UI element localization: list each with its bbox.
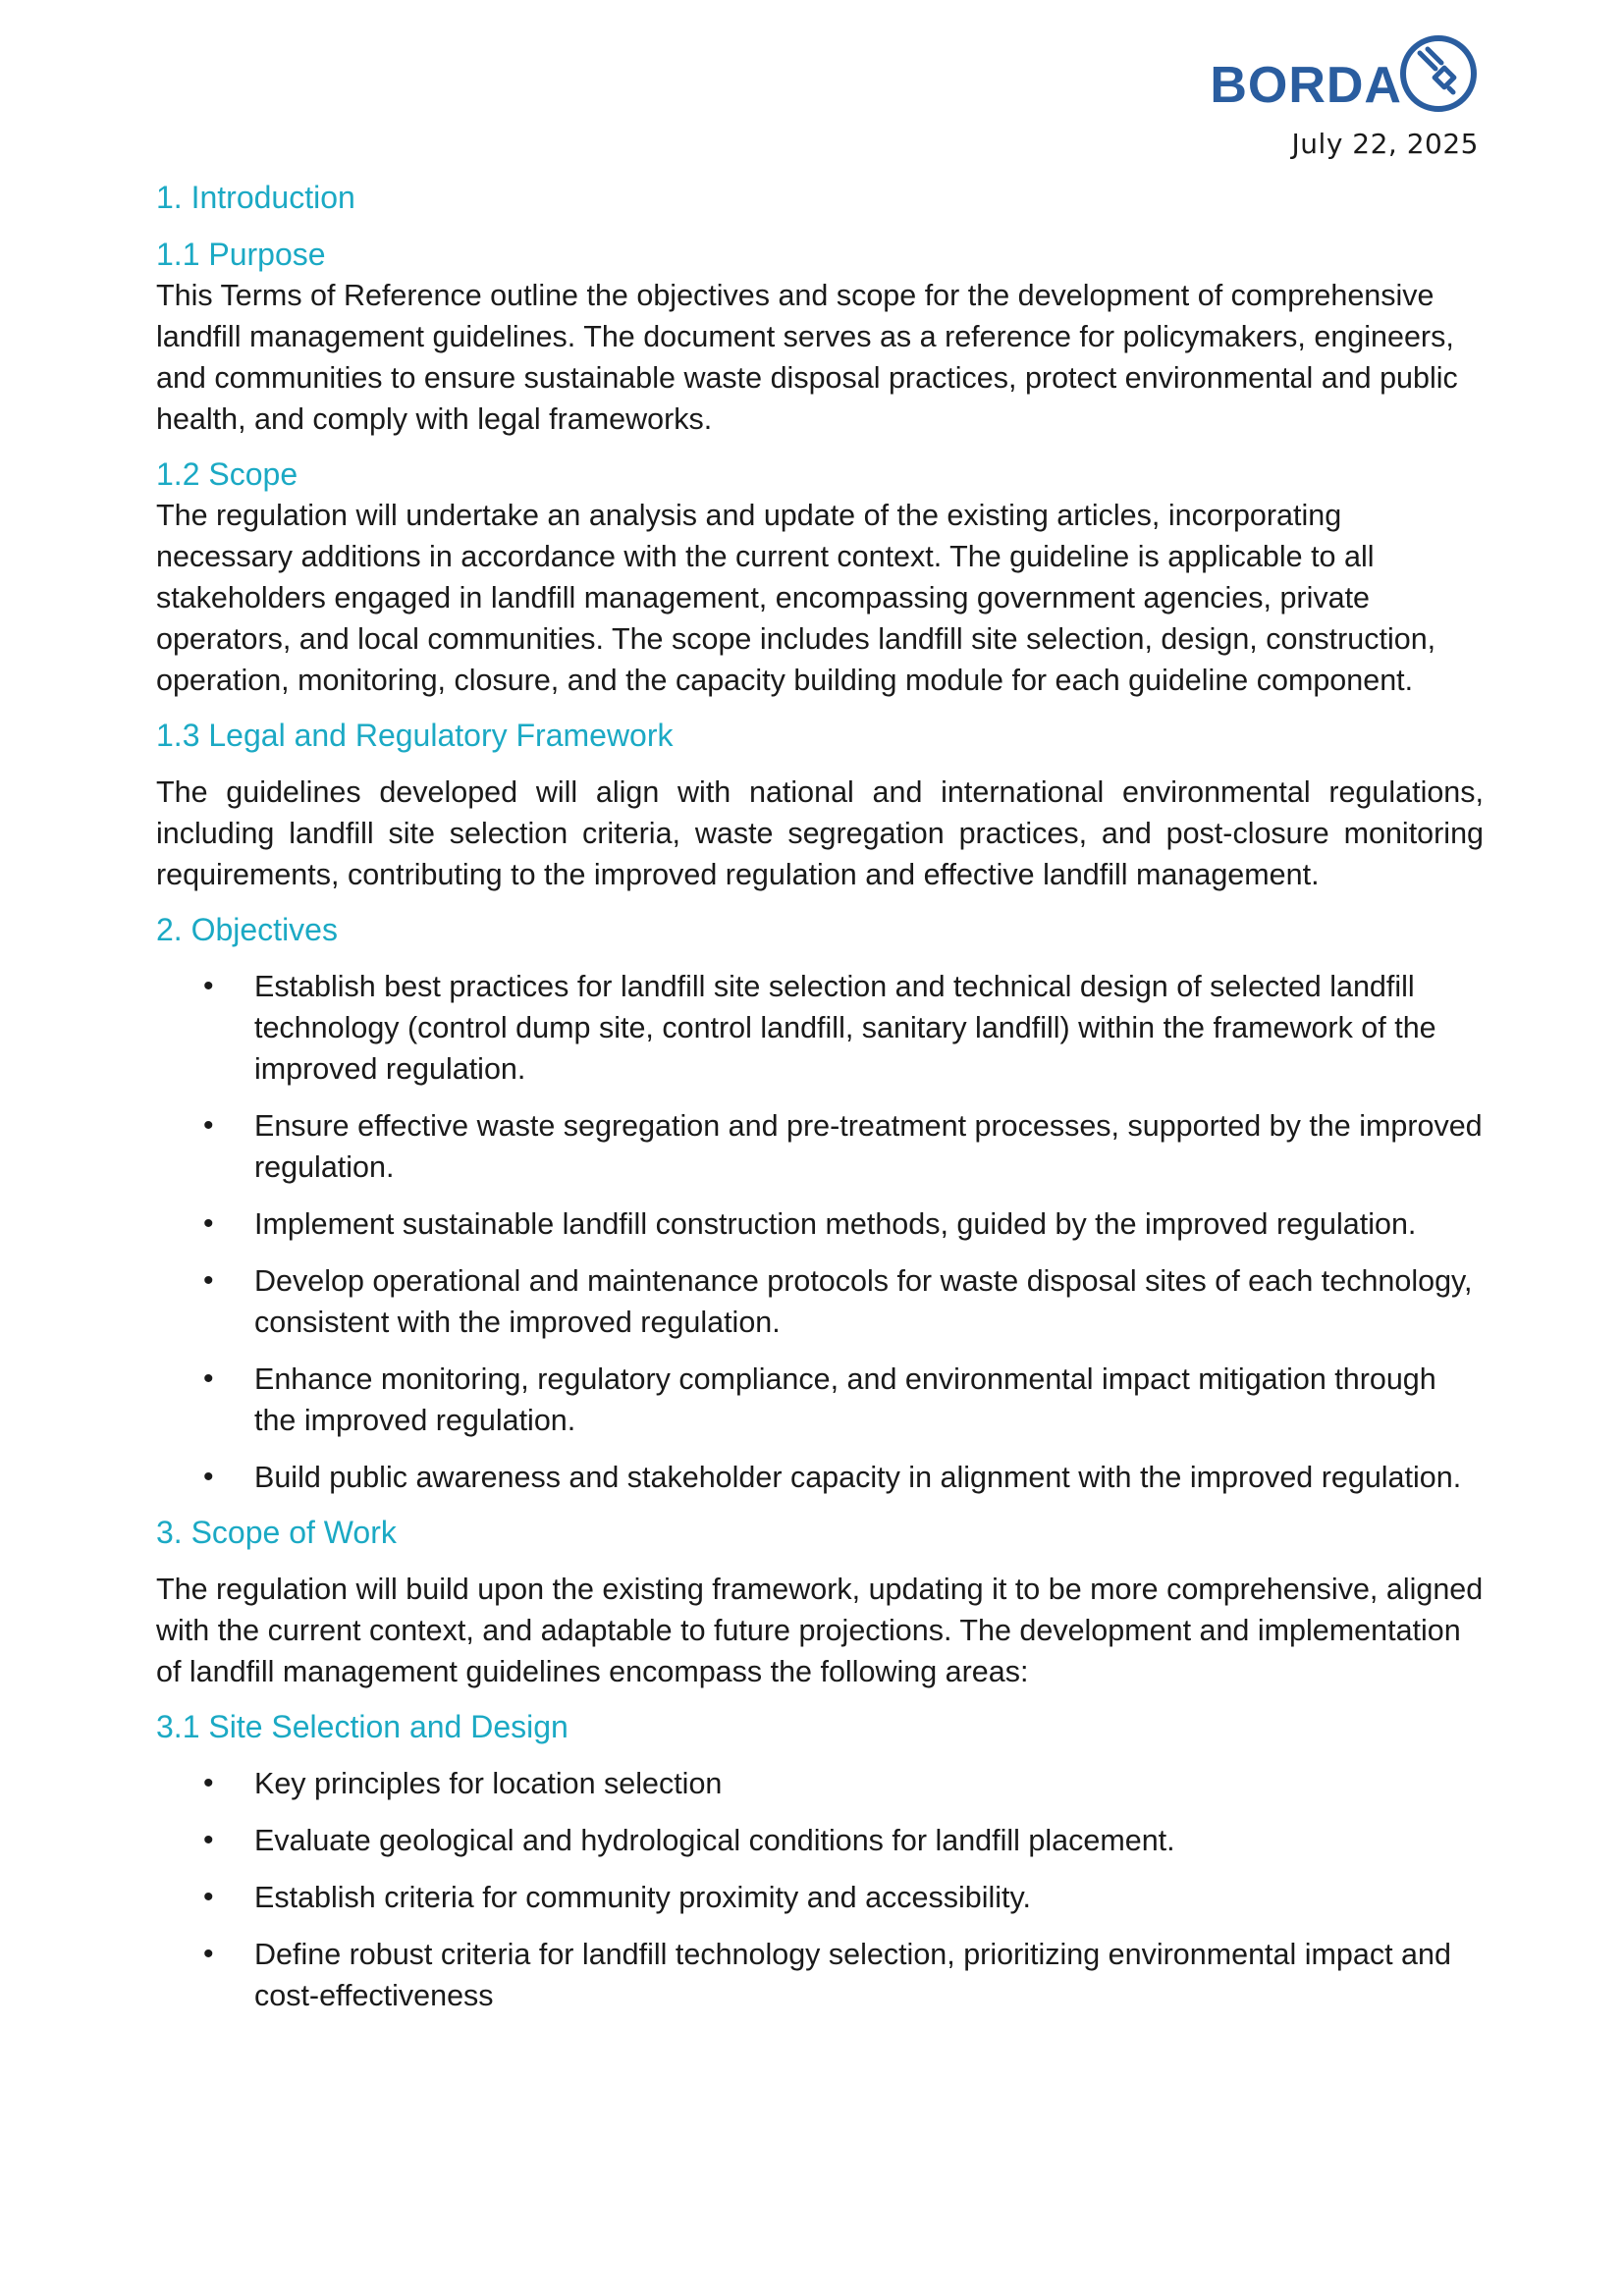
list-item: • Evaluate geological and hydrological conditions for landfill placement. bbox=[156, 1820, 1484, 1861]
heading-objectives: 2. Objectives bbox=[156, 912, 338, 947]
heading-site-selection: 3.1 Site Selection and Design bbox=[156, 1709, 568, 1744]
heading-scope: 1.2 Scope bbox=[156, 456, 298, 492]
bullet-icon: • bbox=[203, 1362, 214, 1395]
bullet-icon: • bbox=[203, 1207, 214, 1240]
bullet-icon: • bbox=[203, 1881, 214, 1913]
heading-scope-of-work: 3. Scope of Work bbox=[156, 1515, 397, 1550]
list-item: • Ensure effective waste segregation and pre-treatment processes, supported by the improved regulation. bbox=[156, 1105, 1484, 1188]
borda-logo bbox=[1210, 33, 1479, 114]
bullet-icon: • bbox=[203, 1767, 214, 1799]
bullet-icon: • bbox=[203, 1824, 214, 1856]
paragraph-legal-framework: The guidelines developed will align with national and international environmental regulations, including landfill site selection criteria, waste segregation practices, and post-closure monitoring requirements, contributing to the improved regulation and effective landfill management. bbox=[156, 775, 1484, 891]
site-selection-list bbox=[156, 1763, 1484, 2016]
list-item: • Define robust criteria for landfill technology selection, prioritizing environmental impact and cost-effectiveness bbox=[156, 1934, 1484, 2016]
list-item: • Key principles for location selection bbox=[156, 1763, 1484, 1804]
list-item: • Build public awareness and stakeholder capacity in alignment with the improved regulation. bbox=[156, 1457, 1484, 1498]
paragraph-scope: The regulation will undertake an analysis and update of the existing articles, incorporating necessary additions in accordance with the current context. The guideline is applicable to all stakeholders engaged in landfill management, encompassing government agencies, private operators, and local communities. The scope includes landfill site selection, design, construction, operation, monitoring, closure, and the capacity building module for each guideline component. bbox=[156, 499, 1436, 697]
heading-introduction: 1. Introduction bbox=[156, 180, 355, 215]
borda-tool-circle-icon bbox=[1398, 33, 1479, 114]
paragraph-scope-of-work: The regulation will build upon the existing framework, updating it to be more comprehensive, aligned with the current context, and adaptable to future projections. The development and implementation of landfill management guidelines encompass the following areas: bbox=[156, 1573, 1484, 1688]
document-body bbox=[156, 177, 1484, 2016]
bullet-icon: • bbox=[203, 1461, 214, 1493]
heading-legal-framework: 1.3 Legal and Regulatory Framework bbox=[156, 718, 674, 753]
bullet-icon: • bbox=[203, 1938, 214, 1970]
bullet-icon: • bbox=[203, 970, 214, 1002]
page-header bbox=[1164, 33, 1479, 161]
logo-wordmark: BORDA bbox=[1210, 57, 1402, 114]
list-item: • Enhance monitoring, regulatory compliance, and environmental impact mitigation through the improved regulation. bbox=[156, 1359, 1484, 1441]
bullet-icon: • bbox=[203, 1109, 214, 1142]
bullet-icon: • bbox=[203, 1264, 214, 1297]
objectives-list bbox=[156, 966, 1484, 1498]
list-item: • Establish best practices for landfill site selection and technical design of selected landfill technology (control dump site, control landfill, sanitary landfill) within the framework of the improved regulation. bbox=[156, 966, 1484, 1090]
list-item: • Implement sustainable landfill construction methods, guided by the improved regulation. bbox=[156, 1203, 1484, 1245]
heading-purpose: 1.1 Purpose bbox=[156, 237, 326, 272]
list-item: • Develop operational and maintenance protocols for waste disposal sites of each technology, consistent with the improved regulation. bbox=[156, 1260, 1484, 1343]
document-date: July 22, 2025 bbox=[1291, 128, 1479, 160]
paragraph-purpose: This Terms of Reference outline the objectives and scope for the development of comprehensive landfill management guidelines. The document serves as a reference for policymakers, engineers, and communities to ensure sustainable waste disposal practices, protect environmental and public health, and comply with legal frameworks. bbox=[156, 279, 1458, 436]
list-item: • Establish criteria for community proximity and accessibility. bbox=[156, 1877, 1484, 1918]
